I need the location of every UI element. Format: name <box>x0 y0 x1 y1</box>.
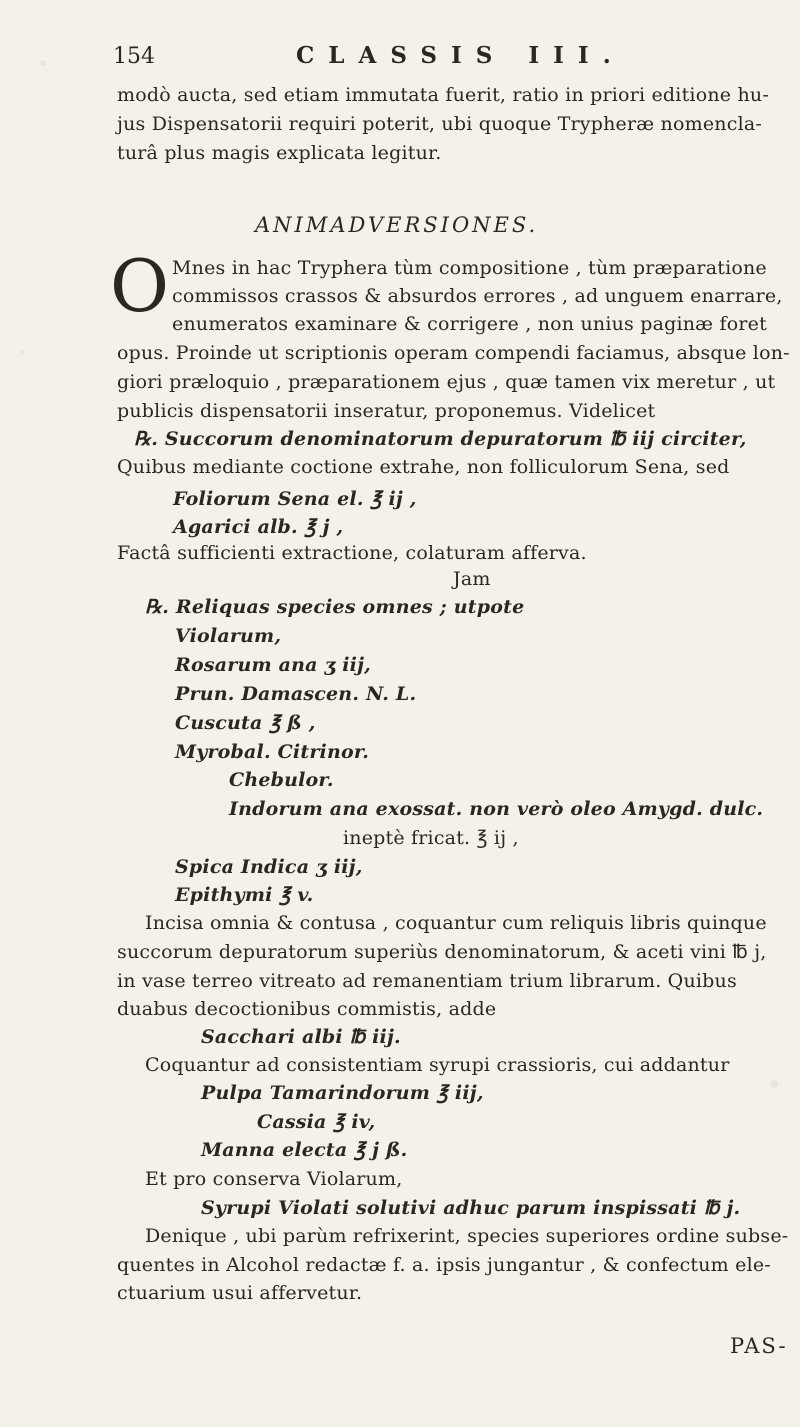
body-line: Factâ sufficienti extractione, colaturam afferva. <box>117 542 587 564</box>
intro-line: jus Dispensatorii requiri poterit, ubi quoque Trypheræ nomencla- <box>117 113 762 135</box>
recipe-line: Violarum, <box>175 625 282 647</box>
recipe-line: Syrupi Violati solutivi adhuc parum inspissati ℔ j. <box>201 1197 741 1219</box>
recipe-line: Myrobal. Citrinor. <box>175 741 370 763</box>
recipe-line: Sacchari albi ℔ iij. <box>201 1026 401 1048</box>
body-line: Mnes in hac Tryphera tùm compositione , tùm præparatione <box>172 257 767 279</box>
recipe-line: Spica Indica ʒ iij, <box>175 856 363 878</box>
body-line: quentes in Alcohol redactæ f. a. ipsis jungantur , & confectum ele- <box>117 1254 771 1276</box>
body-line: Denique , ubi parùm refrixerint, species superiores ordine subse- <box>145 1225 789 1247</box>
recipe-line: ℞. Succorum denominatorum depuratorum ℔ iij circiter, <box>134 428 747 450</box>
recipe-line: Foliorum Sena el. ℥ ij , <box>173 488 417 510</box>
body-line: Jam <box>453 568 491 590</box>
paper-spot <box>20 350 25 355</box>
recipe-line: Agarici alb. ℥ j , <box>173 516 344 538</box>
body-line: ctuarium usui affervetur. <box>117 1282 363 1304</box>
recipe-line: Prun. Damascen. N. L. <box>175 683 417 705</box>
body-line: Incisa omnia & contusa , coquantur cum reliquis libris quinque <box>145 912 767 934</box>
recipe-line: Rosarum ana ʒ iij, <box>175 654 371 676</box>
catchword: PAS- <box>730 1334 788 1358</box>
body-line: Et pro conserva Violarum, <box>145 1168 403 1190</box>
recipe-line: Cassia ℥ iv, <box>257 1111 376 1133</box>
body-line: enumeratos examinare & corrigere , non unius paginæ foret <box>172 313 767 335</box>
body-line: in vase terreo vitreato ad remanentiam trium librarum. Quibus <box>117 970 737 992</box>
recipe-line: Manna electa ℥ j ß. <box>201 1139 408 1161</box>
drop-cap: O <box>110 244 170 328</box>
chapter-title: CLASSIS III. <box>296 42 625 69</box>
recipe-line: Indorum ana exossat. non verò oleo Amygd. dulc. <box>229 798 764 820</box>
body-line: Coquantur ad consistentiam syrupi crassioris, cui addantur <box>145 1054 730 1076</box>
body-line: succorum depuratorum superiùs denominatorum, & aceti vini ℔ j, <box>117 941 767 963</box>
body-line: publicis dispensatorii inseratur, proponemus. Videlicet <box>117 400 656 422</box>
recipe-line: Pulpa Tamarindorum ℥ iij, <box>201 1082 484 1104</box>
body-line: Quibus mediante coctione extrahe, non folliculorum Sena, sed <box>117 456 730 478</box>
section-heading: ANIMADVERSIONES. <box>255 213 539 237</box>
recipe-line: ℞. Reliquas species omnes ; utpote <box>145 596 525 618</box>
intro-line: turâ plus magis explicata legitur. <box>117 142 442 164</box>
paper-spot <box>40 60 46 66</box>
recipe-line: Cuscuta ℥ ß , <box>175 712 316 734</box>
recipe-line: Chebulor. <box>229 769 334 791</box>
paper-spot <box>770 1080 778 1088</box>
body-line: giori præloquio , præparationem ejus , quæ tamen vix meretur , ut <box>117 371 776 393</box>
page-number: 154 <box>113 44 155 69</box>
intro-line: modò aucta, sed etiam immutata fuerit, ratio in priori editione hu- <box>117 84 769 106</box>
body-line: ineptè fricat. ℥ ij , <box>343 827 519 849</box>
body-line: duabus decoctionibus commistis, adde <box>117 998 497 1020</box>
body-line: opus. Proinde ut scriptionis operam compendi faciamus, absque lon- <box>117 342 790 364</box>
body-line: commissos crassos & absurdos errores , ad unguem enarrare, <box>172 285 783 307</box>
recipe-line: Epithymi ℥ v. <box>175 884 314 906</box>
